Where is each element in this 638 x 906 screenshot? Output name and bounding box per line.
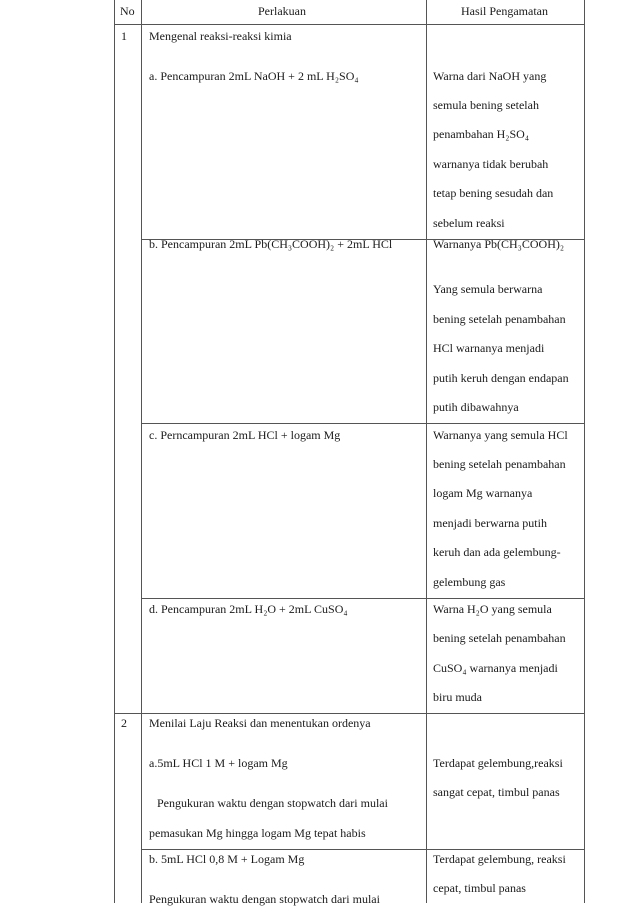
perlakuan-note: Pengukuran waktu dengan stopwatch dari mulai bbox=[149, 892, 380, 906]
perlakuan-cell: b. 5mL HCl 0,8 M + Logam Mg bbox=[149, 852, 305, 866]
row-number: 1 bbox=[121, 29, 127, 43]
header-hasil: Hasil Pengamatan bbox=[461, 4, 548, 18]
hasil-line: menjadi berwarna putih bbox=[433, 516, 547, 530]
hasil-line: bening setelah penambahan bbox=[433, 457, 566, 471]
hasil-line: Warna dari NaOH yang bbox=[433, 69, 547, 83]
row-title: Mengenal reaksi-reaksi kimia bbox=[149, 29, 292, 43]
table-border-right bbox=[584, 0, 585, 903]
perlakuan-note: pemasukan Mg hingga logam Mg tepat habis bbox=[149, 826, 366, 840]
table-divider-no bbox=[141, 0, 142, 903]
row-rule bbox=[141, 849, 585, 850]
hasil-line: Terdapat gelembung,reaksi bbox=[433, 756, 563, 770]
hasil-line: penambahan H₂SO₄ bbox=[433, 127, 530, 141]
hasil-line: sebelum reaksi bbox=[433, 216, 505, 230]
perlakuan-cell: b. Pencampuran 2mL Pb(CH₃COOH)₂ + 2mL HCl bbox=[149, 237, 393, 251]
hasil-line: Warna H₂O yang semula bbox=[433, 602, 552, 616]
header-bottom-rule bbox=[114, 24, 585, 25]
hasil-line: cepat, timbul panas bbox=[433, 881, 526, 895]
hasil-line: bening setelah penambahan bbox=[433, 631, 566, 645]
row-rule bbox=[141, 598, 585, 599]
hasil-line: Yang semula berwarna bbox=[433, 282, 543, 296]
hasil-line: keruh dan ada gelembung- bbox=[433, 545, 561, 559]
hasil-line: biru muda bbox=[433, 690, 482, 704]
hasil-line: tetap bening sesudah dan bbox=[433, 186, 554, 200]
header-perlakuan: Perlakuan bbox=[258, 4, 306, 18]
perlakuan-cell: a. Pencampuran 2mL NaOH + 2 mL H₂SO₄ bbox=[149, 69, 359, 83]
perlakuan-cell: a.5mL HCl 1 M + logam Mg bbox=[149, 756, 288, 770]
table-border-left bbox=[114, 0, 115, 903]
hasil-line: putih dibawahnya bbox=[433, 400, 519, 414]
perlakuan-note: Pengukuran waktu dengan stopwatch dari mulai bbox=[157, 796, 388, 810]
row-title: Menilai Laju Reaksi dan menentukan ordenya bbox=[149, 716, 371, 730]
hasil-line: Warnanya yang semula HCl bbox=[433, 428, 568, 442]
hasil-line: bening setelah penambahan bbox=[433, 312, 566, 326]
hasil-line: CuSO₄ warnanya menjadi bbox=[433, 661, 558, 675]
table-divider-perlakuan bbox=[426, 0, 427, 903]
hasil-line: HCl warnanya menjadi bbox=[433, 341, 545, 355]
hasil-line: warnanya tidak berubah bbox=[433, 157, 549, 171]
row-number: 2 bbox=[121, 716, 127, 730]
perlakuan-cell: c. Perncampuran 2mL HCl + logam Mg bbox=[149, 428, 341, 442]
hasil-line: gelembung gas bbox=[433, 575, 506, 589]
hasil-line: Warnanya Pb(CH₃COOH)₂ bbox=[433, 237, 565, 251]
hasil-line: semula bening setelah bbox=[433, 98, 539, 112]
hasil-line: sangat cepat, timbul panas bbox=[433, 785, 560, 799]
hasil-line: Terdapat gelembung, reaksi bbox=[433, 852, 566, 866]
perlakuan-cell: d. Pencampuran 2mL H₂O + 2mL CuSO₄ bbox=[149, 602, 348, 616]
row-rule bbox=[141, 423, 585, 424]
hasil-line: logam Mg warnanya bbox=[433, 486, 533, 500]
row-rule bbox=[114, 713, 585, 714]
hasil-line: putih keruh dengan endapan bbox=[433, 371, 569, 385]
header-no: No bbox=[120, 4, 135, 18]
